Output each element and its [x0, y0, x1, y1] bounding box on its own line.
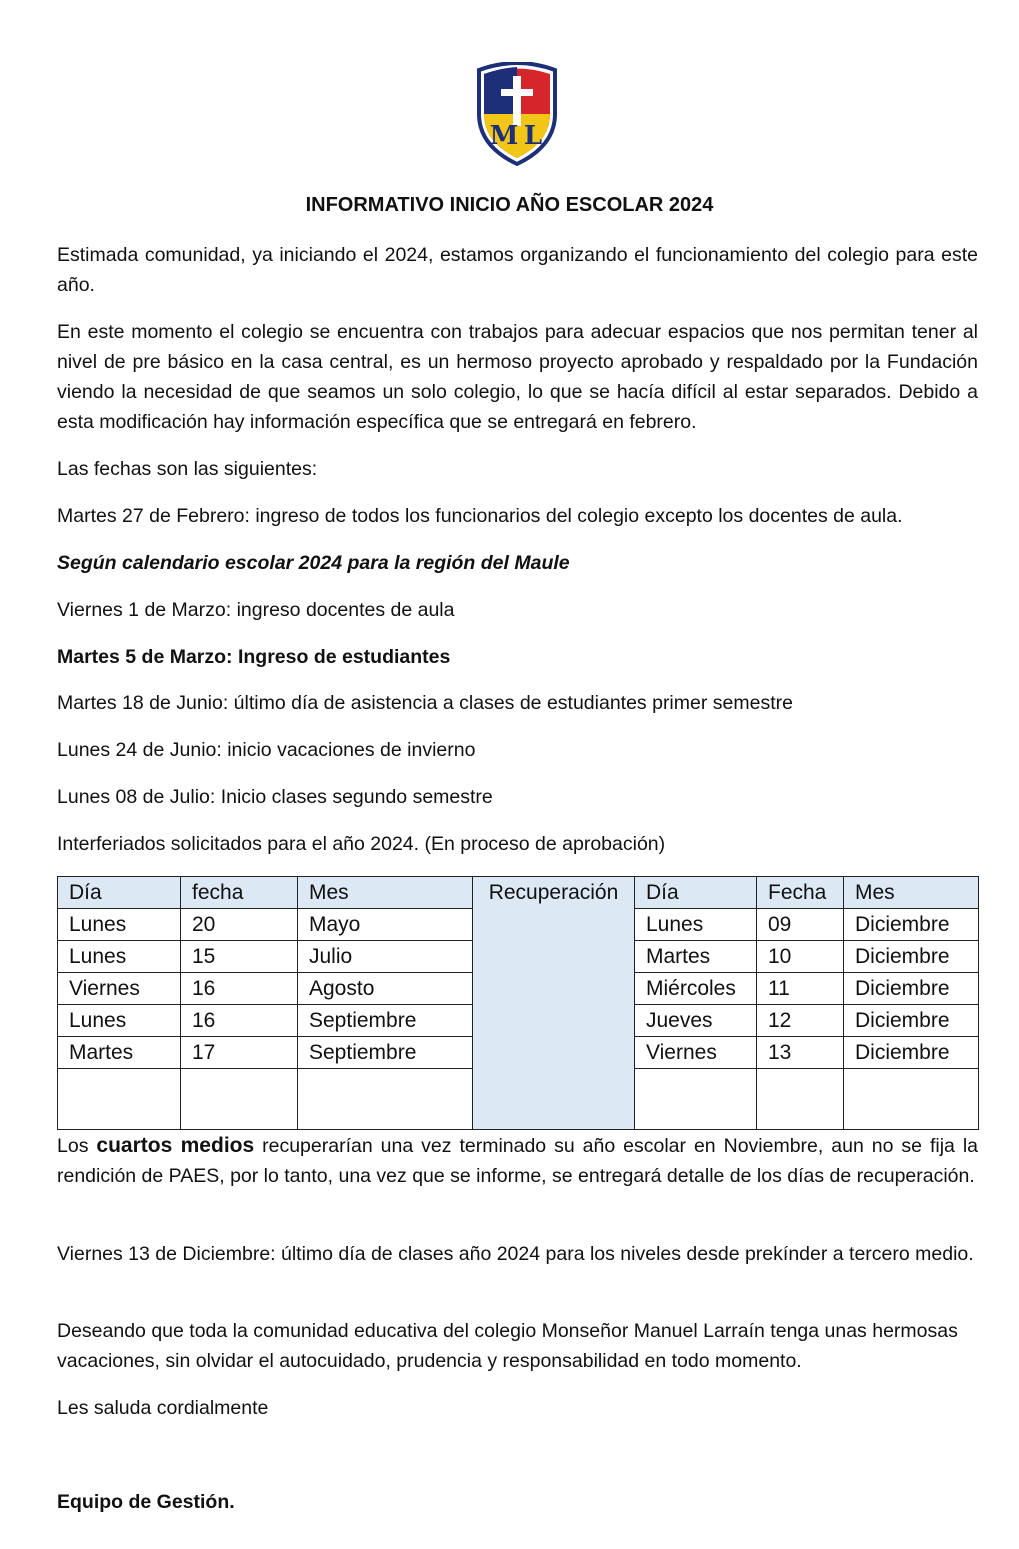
table-cell: 17	[181, 1037, 298, 1069]
paragraph-cuartos-medios	[57, 1131, 978, 1191]
paragraph-intro: Estimada comunidad, ya iniciando el 2024, estamos organizando el funcionamiento del colegio para este año.	[57, 244, 978, 296]
date-staff-entry: Martes 27 de Febrero: ingreso de todos los funcionarios del colegio excepto los docentes de aula.	[57, 505, 903, 527]
table-cell: Lunes	[58, 1005, 181, 1037]
table-cell: Diciembre	[844, 973, 979, 1005]
table-cell: Diciembre	[844, 909, 979, 941]
table-cell-empty	[298, 1069, 473, 1130]
table-cell: 20	[181, 909, 298, 941]
recuperacion-header: Recuperación	[473, 877, 635, 1130]
school-crest-logo	[475, 62, 559, 166]
table-cell: Lunes	[635, 909, 757, 941]
date-second-semester: Lunes 08 de Julio: Inicio clases segundo semestre	[57, 786, 493, 808]
table-cell: Diciembre	[844, 941, 979, 973]
table-cell: Lunes	[58, 909, 181, 941]
date-end-first-semester: Martes 18 de Junio: último día de asistencia a clases de estudiantes primer semestre	[57, 692, 793, 714]
table-cell: 11	[757, 973, 844, 1005]
table-cell-empty	[844, 1069, 979, 1130]
table-cell: Miércoles	[635, 973, 757, 1005]
table-cell: 16	[181, 1005, 298, 1037]
header-cell: fecha	[181, 877, 298, 909]
table-cell: Martes	[58, 1037, 181, 1069]
date-last-class-day: Viernes 13 de Diciembre: último día de clases año 2024 para los niveles desde prekínder a tercero medio.	[57, 1243, 974, 1265]
table-cell-empty	[181, 1069, 298, 1130]
table-cell: Viernes	[58, 973, 181, 1005]
table-header-row	[58, 877, 979, 909]
calendar-note: Según calendario escolar 2024 para la región del Maule	[57, 552, 570, 574]
table-cell: 09	[757, 909, 844, 941]
interferiados-table	[57, 876, 979, 1130]
paragraph-project: En este momento el colegio se encuentra con trabajos para adecuar espacios que nos permitan tener al nivel de pre básico en la casa central, es un hermoso proyecto aprobado y respaldado por la Fundación viendo la necesidad de que seamos un solo colegio, lo que se hacía difícil al estar separados. Debido a esta modificación hay información específica que se entregará en febrero.	[57, 321, 978, 433]
highlight-cuartos-medios: cuartos medios	[96, 1134, 255, 1157]
closing-greeting: Les saluda cordialmente	[57, 1397, 269, 1419]
date-teachers-entry: Viernes 1 de Marzo: ingreso docentes de aula	[57, 599, 455, 621]
header-cell: Fecha	[757, 877, 844, 909]
paragraph-wishes: Deseando que toda la comunidad educativa del colegio Monseñor Manuel Larraín tenga unas hermosas vacaciones, sin olvidar el autocuidado, prudencia y responsabilidad en todo momento.	[57, 1320, 958, 1372]
table-cell: Julio	[298, 941, 473, 973]
table-cell: 13	[757, 1037, 844, 1069]
svg-text:L: L	[523, 121, 543, 151]
table-cell: Mayo	[298, 909, 473, 941]
table-cell: Diciembre	[844, 1005, 979, 1037]
table-cell-empty	[635, 1069, 757, 1130]
header-cell: Día	[58, 877, 181, 909]
table-cell: Viernes	[635, 1037, 757, 1069]
header-cell: Día	[635, 877, 757, 909]
paragraph-dates-intro: Las fechas son las siguientes:	[57, 458, 318, 480]
table-cell-empty	[58, 1069, 181, 1130]
text-segment: recuperarían una vez terminado su año escolar en Noviembre, aun no se fija la rendición de PAES, por lo tanto, una vez que se informe, se entregará detalle de los días de recuperación.	[57, 1135, 979, 1187]
svg-text:M: M	[489, 121, 519, 151]
interferiados-intro: Interferiados solicitados para el año 2024. (En proceso de aprobación)	[57, 833, 666, 855]
text-segment: Los	[57, 1135, 97, 1157]
table-cell: Lunes	[58, 941, 181, 973]
table-cell: 16	[181, 973, 298, 1005]
header-cell: Mes	[298, 877, 473, 909]
table-cell: Septiembre	[298, 1005, 473, 1037]
table-cell: Agosto	[298, 973, 473, 1005]
table-cell: 10	[757, 941, 844, 973]
date-winter-vacation: Lunes 24 de Junio: inicio vacaciones de invierno	[57, 739, 476, 761]
signature: Equipo de Gestión.	[57, 1491, 235, 1513]
header-cell: Mes	[844, 877, 979, 909]
document-title: INFORMATIVO INICIO AÑO ESCOLAR 2024	[305, 194, 714, 216]
table-cell: Jueves	[635, 1005, 757, 1037]
table-cell: Septiembre	[298, 1037, 473, 1069]
table-cell: 15	[181, 941, 298, 973]
date-students-entry: Martes 5 de Marzo: Ingreso de estudiantes	[57, 646, 451, 668]
table-cell: Martes	[635, 941, 757, 973]
table-cell-empty	[757, 1069, 844, 1130]
table-cell: Diciembre	[844, 1037, 979, 1069]
table-cell: 12	[757, 1005, 844, 1037]
